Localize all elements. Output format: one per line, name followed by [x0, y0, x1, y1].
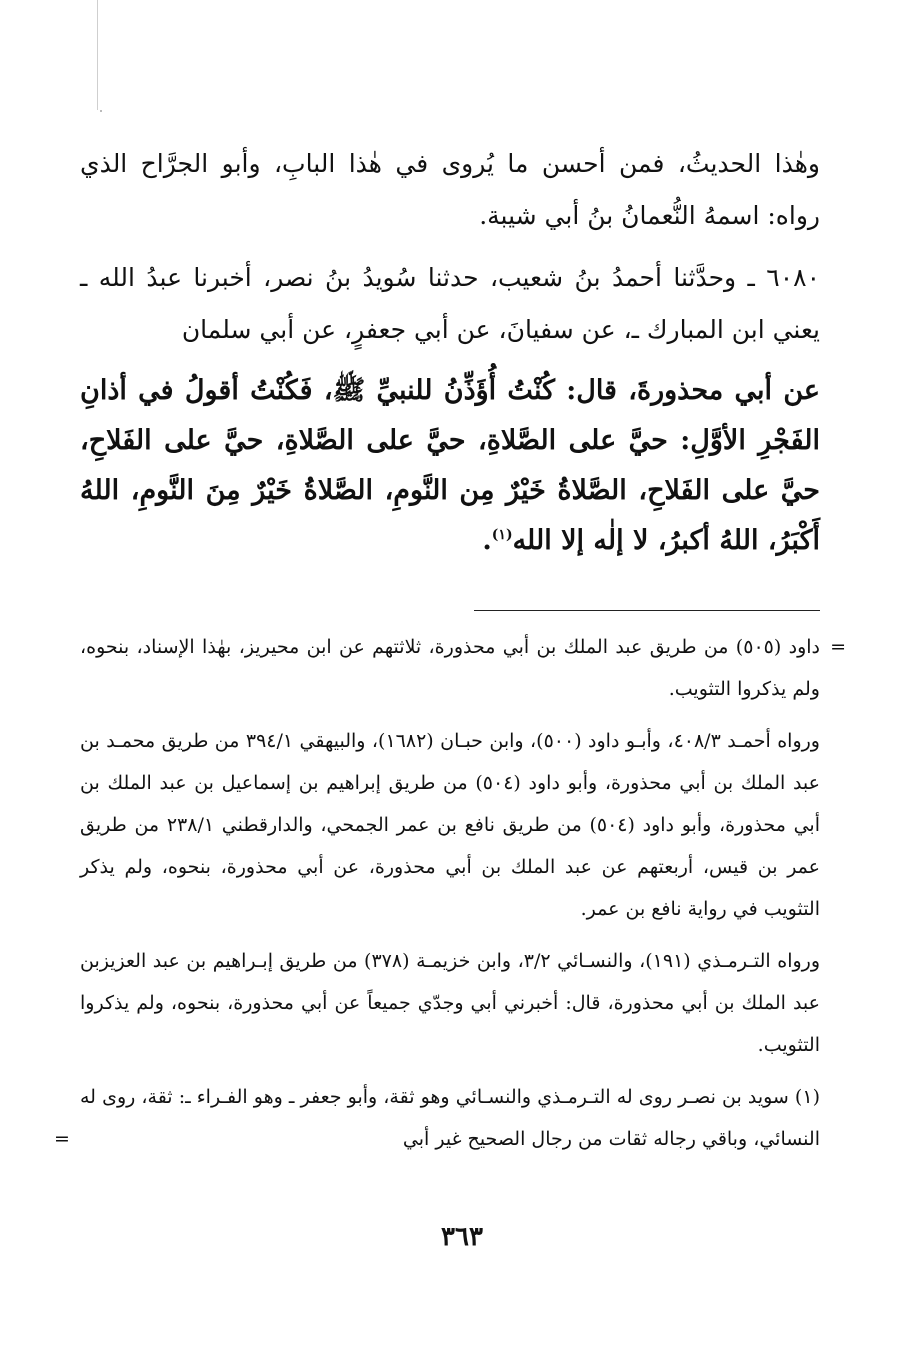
hadith-end-punctuation: .: [482, 525, 492, 556]
footnote-reference: (١): [491, 527, 513, 543]
note-paragraph: ورواه أحمـد ٤٠٨/٣، وأبـو داود (٥٠٠)، وابن حبـان (١٦٨٢)، والبيهقي ٣٩٤/١ من طريق محمـد بن عبد الملك بن أبي محذورة، وأبو داود (٥٠٤) من طريق إبراهيم بن إسماعيل بن عبد الملك بن أبي محذورة، وأبو داود (٥٠٤) من طريق نافع بن عمر الجمحي، والدارقطني ٢٣٨/١ من طريق عمر بن قيس، أربعتهم عن عبد الملك بن أبي محذورة، عن أبي محذورة، بنحوه، ولم يذكر التثويب في رواية نافع بن عمر.: [80, 730, 820, 920]
scan-edge-mark: [97, 0, 98, 110]
hadith-isnad-paragraph: ٦٠٨٠ ـ وحدَّثنا أحمدُ بنُ شعيب، حدثنا سُويدُ بنُ نصر، أخبرنا عبدُ الله ـ يعني ابن المبارك ـ، عن سفيانَ، عن أبي جعفرٍ، عن أبي سلمان: [80, 263, 820, 344]
note-paragraph: ورواه التـرمـذي (١٩١)، والنسـائي ٣/٢، وابن خزيمـة (٣٧٨) من طريق إبـراهيم بن عبد العزيزبن عبد الملك بن أبي محذورة، قال: أخبرني أبي وجدّي جميعاً عن أبي محذورة، بنحوه، ولم يذكروا التثويب.: [80, 950, 821, 1056]
footnote-text: (١) سويد بن نصـر روى له التـرمـذي والنسـائي وهو ثقة، وأبو جعفر ـ وهو الفـراء ـ: ثقة، روى له النسائي، وباقي رجاله ثقات من رجال الصحيح غير أبي: [80, 1086, 820, 1150]
continuation-mark-start: =: [830, 636, 846, 658]
commentary-paragraph: وهٰذا الحديثُ، فمن أحسن ما يُروى في هٰذا البابِ، وأبو الجرَّاح الذي رواه: اسمهُ النُّعمانُ بنُ أبي شيبة.: [80, 149, 820, 230]
continuation-mark-end: =: [54, 1128, 70, 1150]
scan-edge-dot: [100, 110, 102, 112]
hadith-matn-text: عن أبي محذورةَ، قال: كُنْتُ أُؤَذِّنُ للنبيِّ ﷺ، فَكُنْتُ أقولُ في أذانِ الفَجْرِ الأوَّلِ: حيَّ على الصَّلاةِ، حيَّ على الصَّلاةِ، حيَّ على الفَلاحِ، حيَّ على الفَلاحِ، الصَّلاةُ خَيْرٌ مِن النَّومِ، الصَّلاةُ خَيْرٌ مِنَ النَّومِ، اللهُ أَكْبَرُ، اللهُ أكبرُ، لا إلٰه إلا الله: [80, 375, 820, 556]
footnotes-section: [54, 626, 846, 1170]
footnote-separator: [474, 610, 820, 611]
footnote-1: [54, 1076, 820, 1160]
main-text: [80, 138, 820, 576]
note-paragraph-text: داود (٥٠٥) من طريق عبد الملك بن أبي محذورة، ثلاثتهم عن ابن محيريز، بهٰذا الإسناد، بنحوه، ولم يذكروا التثويب.: [80, 636, 821, 700]
hadith-matn-paragraph: [80, 366, 820, 566]
page-number: ٣٦٣: [441, 1222, 483, 1252]
note-paragraph-continued: [80, 626, 846, 710]
